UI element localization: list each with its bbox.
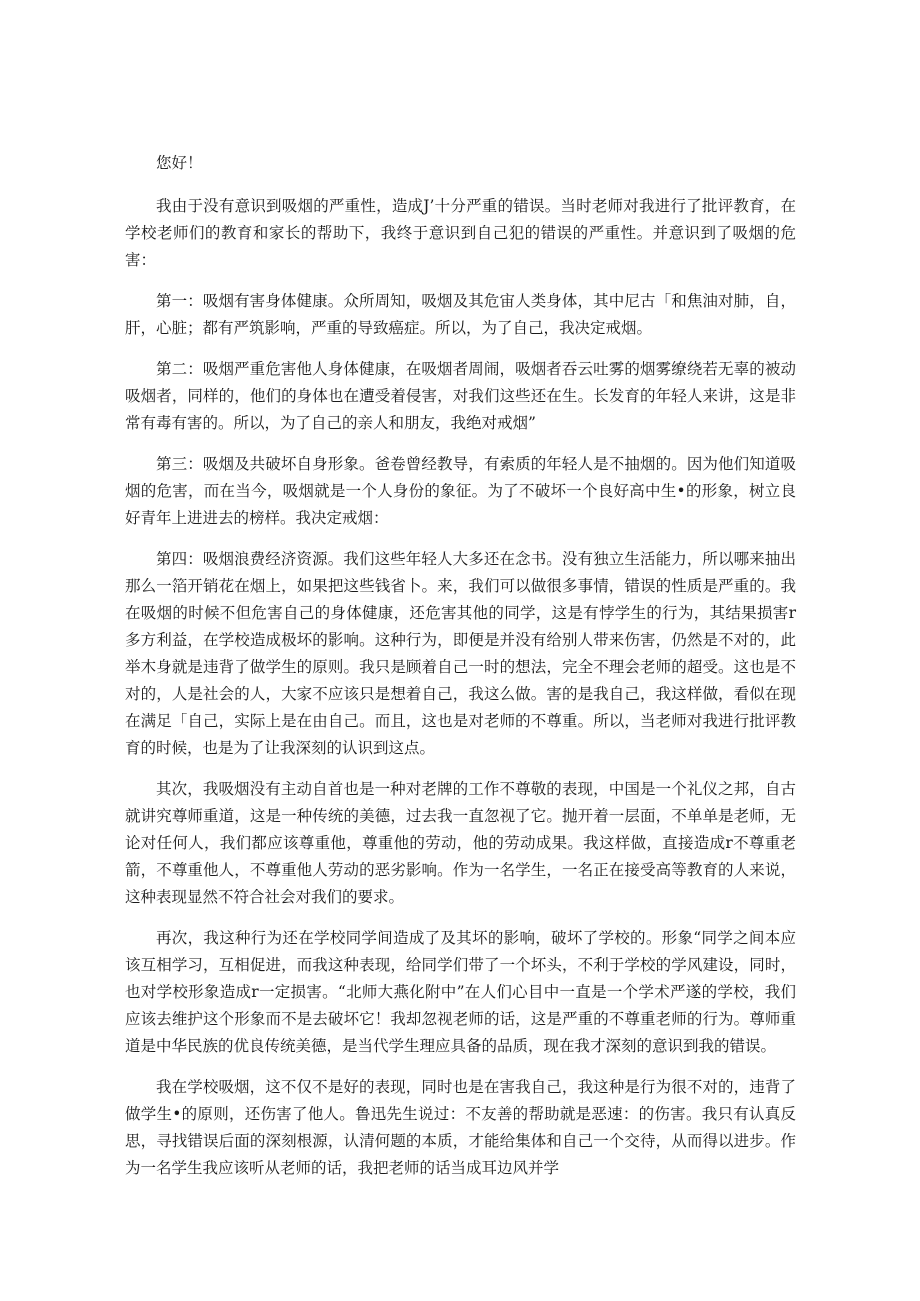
paragraph: 第一：吸烟有害身体健康。众所周知，吸烟及其危宙人类身体，其中尼古「和焦油对肺，自，肝，心脏；都有严筑影响，严重的导致癌症。所以，为了自己，我决定戒烟。 — [125, 292, 796, 337]
paragraph: 第三：吸烟及共破坏自身形象。爸卷曾经教导，有索质的年轻人是不抽烟的。因为他们知道吸烟的危害，而在当今，吸烟就是一个人身份的象征。为了不破坏一个良好高中生•的形象，树立良好青年上进进去的榜样。我决定戒烟： — [125, 455, 796, 527]
paragraph: 我由于没有意识到吸烟的严重性，造成J’十分严重的错误。当时老师对我进行了批评教育，在学校老师们的教育和家长的帮助下，我终于意识到自己犯的错误的严重性。并意识到了吸烟的危害： — [125, 197, 796, 269]
paragraph: 第二：吸烟严重危害他人身体健康，在吸烟者周闹，吸烟者吞云吐雾的烟雾缭绕若无辜的被动吸烟者，同样的，他们的身体也在遭受着侵害，对我们这些还在生。长发育的年轻人来讲，这是非常有毒有害的。所以，为了自己的亲人和朋友，我绝对戒烟” — [125, 360, 796, 432]
paragraph: 第四：吸烟浪费经济资源。我们这些年轻人大多还在念书。没有独立生活能力，所以哪来抽出那么一箔开销花在烟上，如果把这些钱省卜。来，我们可以做很多事情，错误的性质是严重的。我在吸烟的时候不但危害自己的身体健康，还危害其他的同学，这是有悖学生的行为，其结果损害r多方利益，在学校造成极坏的影响。这种行为，即便是并没有给别人带来伤害，仍然是不对的，此举木身就是违背了做学生的原则。我只是顾着自己一时的想法，完全不理会老师的超受。这也是不对的，人是社会的人，大家不应该只是想着自己，我这么做。害的是我自己，我这样做，看似在现在满足「自己，实际上是在由自己。而且，这也是对老师的不尊重。所以，当老师对我进行批评教育的时候，也是为了让我深刻的认识到这点。 — [125, 550, 796, 757]
paragraph: 再次，我这种行为还在学校同学间造成了及其坏的影响，破坏了学校的。形象“同学之间本应该互相学习，互相促进，而我这种表现，给同学们带了一个坏头，不利于学校的学风建设，同时，也对学校形象造成r一定损害。“北师大燕化附中”在人们心目中一直是一个学术严遂的学校，我们应该去维护这个形象而不是去破坏它！我却忽视老师的话，这是严重的不尊重老师的行为。尊师重道是中华民族的优良传统美德，是当代学生理应具备的品质，现在我才深刻的意识到我的错误。 — [125, 929, 796, 1055]
letter-body — [125, 150, 796, 1196]
greeting: 您好！ — [156, 154, 203, 172]
paragraph: 我在学校吸烟，这不仅不是好的表现，同时也是在害我自己，我这种是行为很不对的，违背了做学生•的原则，还伤害了他人。鲁迅先生说过：不友善的帮助就是恶速：的伤害。我只有认真反思，寻找错误后面的深刻根源，认清何题的本质，才能给集体和自己一个交待，从而得以进步。作为一名学生我应该听从老师的话，我把老师的话当成耳边风并学 — [125, 1078, 796, 1177]
paragraph: 其次，我吸烟没有主动自首也是一种对老牌的工作不尊敬的表现，中国是一个礼仪之邦，自古就讲究尊师重道，这是一种传统的美德，过去我一直忽视了它。抛开着一层面，不单单是老师，无论对任何人，我们都应该尊重他，尊重他的劳动，他的劳动成果。我这样做，直接造成r不尊重老箭，不尊重他人，不尊重他人劳动的恶劣影响。作为一名学生，一名正在接受高等教育的人来说，这种表现显然不符合社会对我们的要求。 — [125, 780, 796, 906]
